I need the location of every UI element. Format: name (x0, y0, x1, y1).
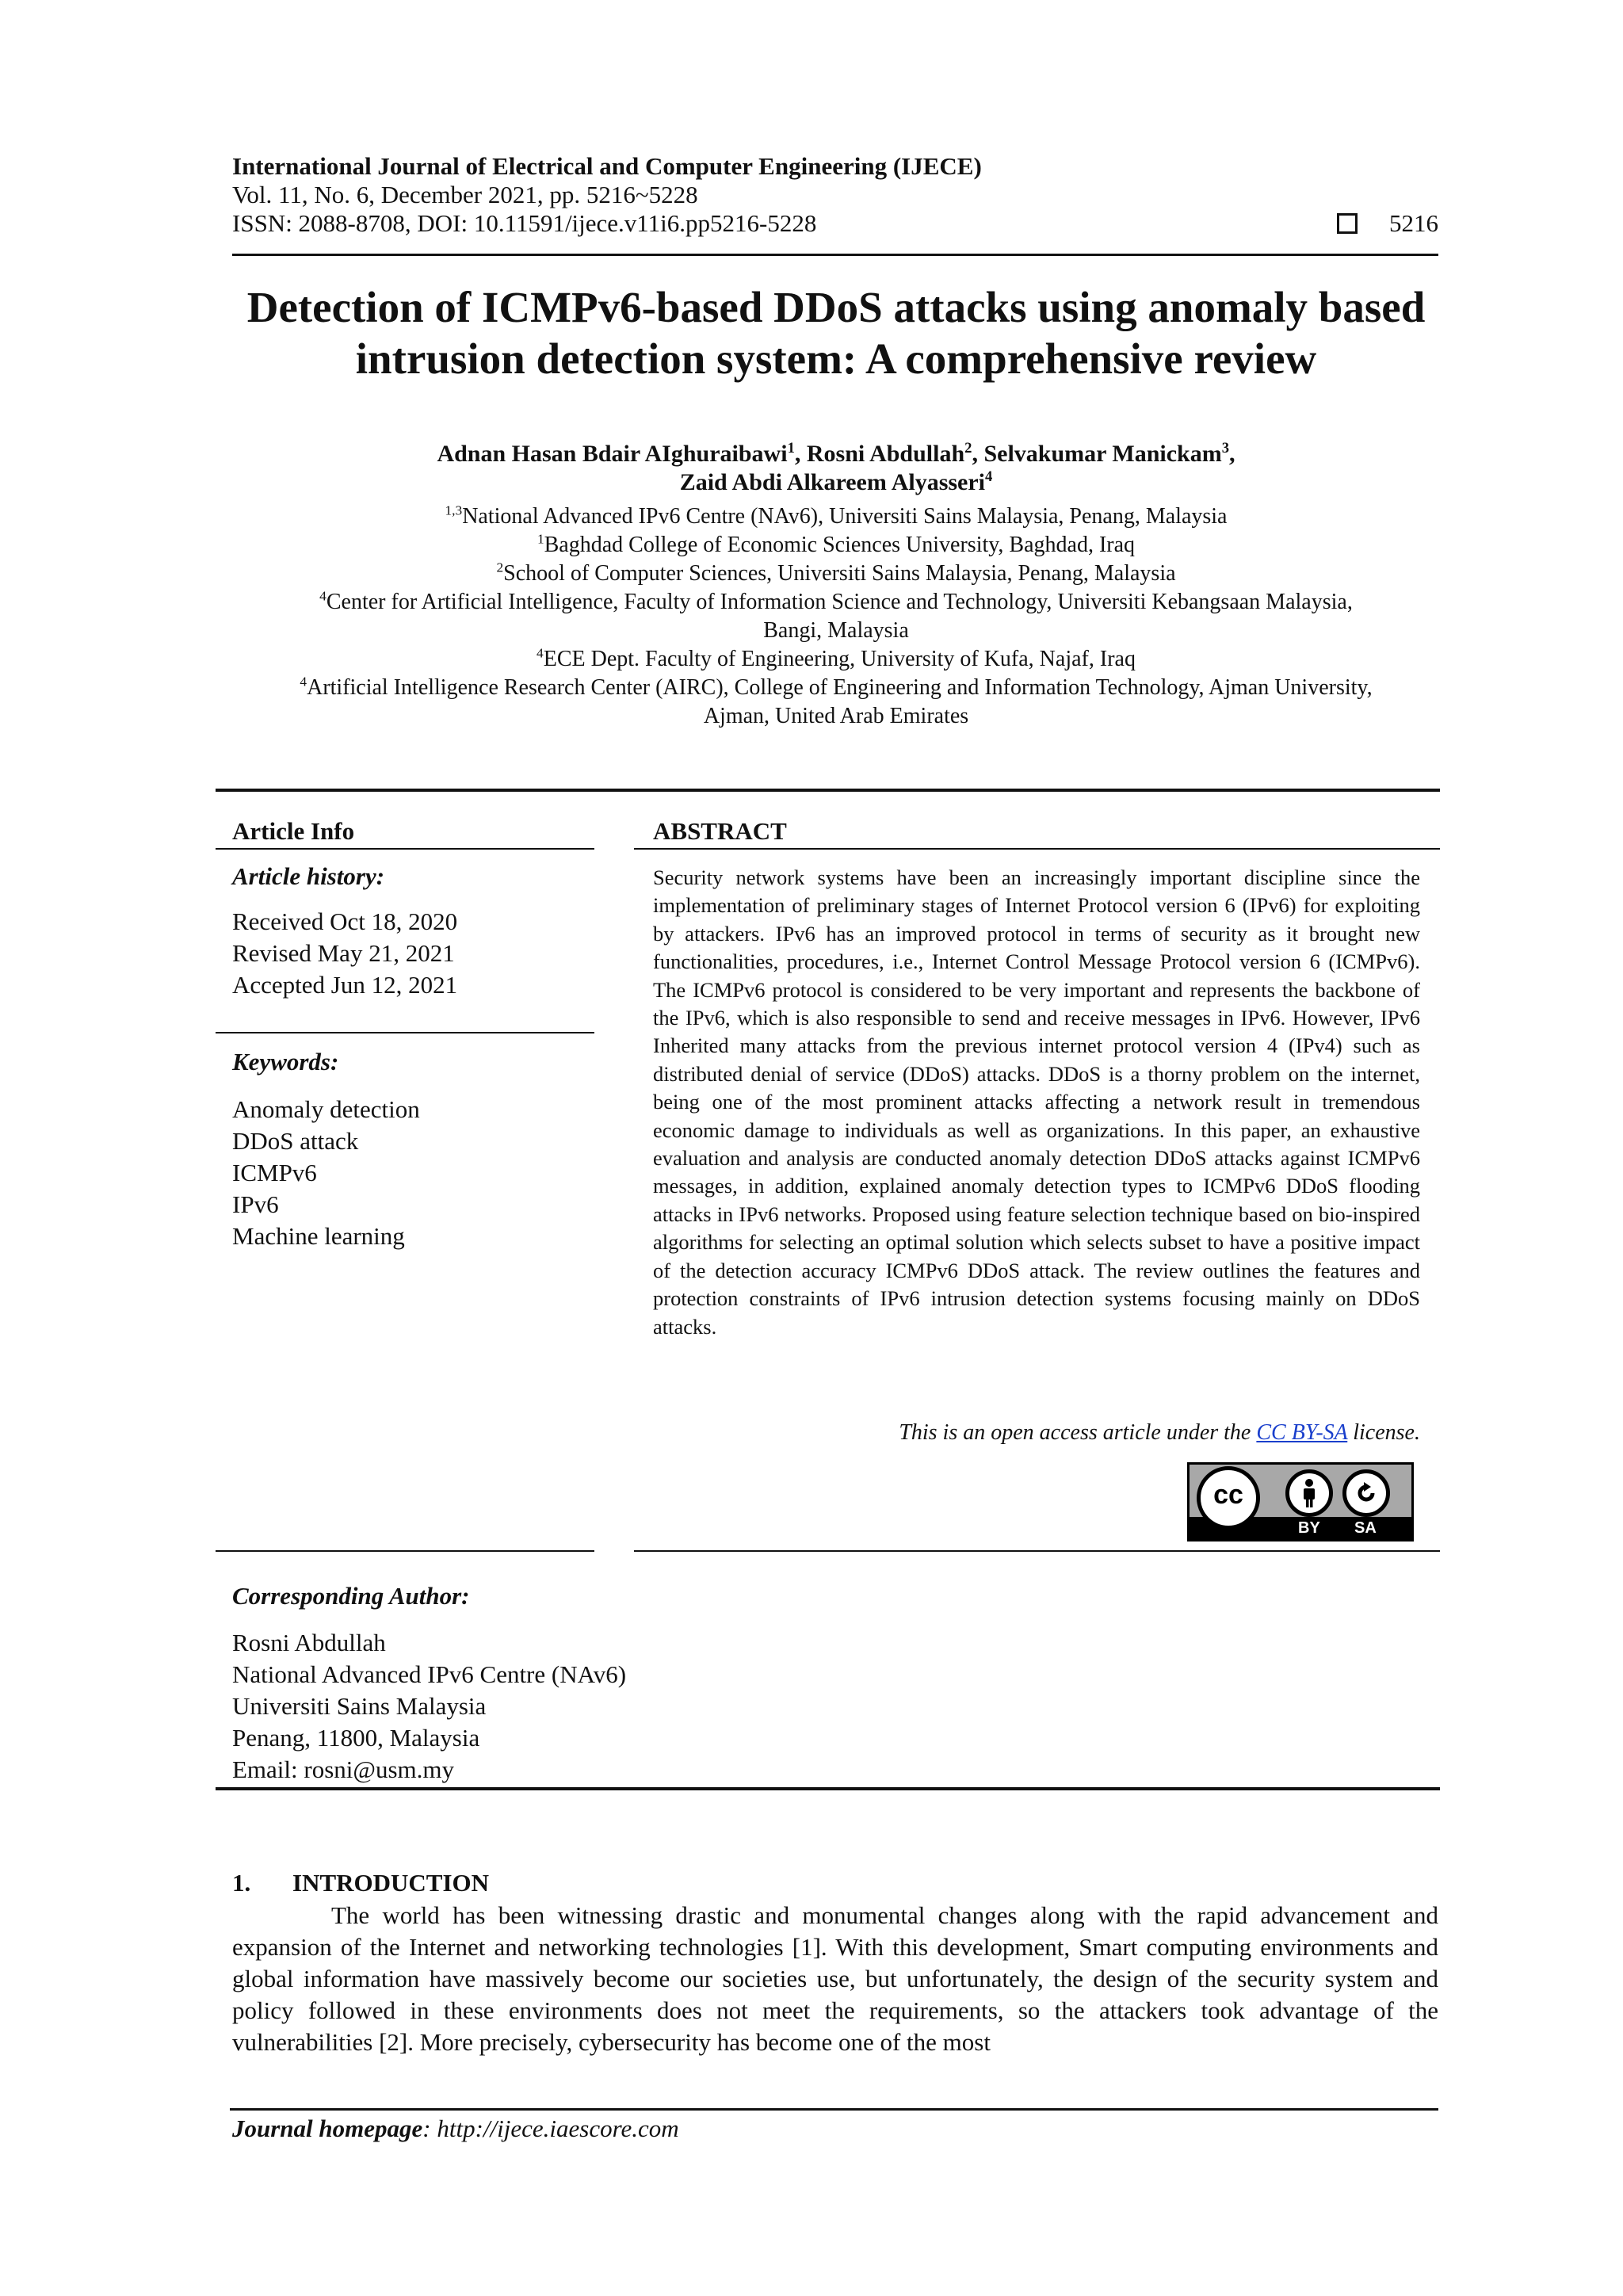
paper-title (158, 281, 1514, 384)
affiliation-sup: 4 (537, 645, 544, 661)
license-statement (899, 1419, 1420, 1447)
cc-icon (1197, 1466, 1260, 1530)
page-number: 5216 (1389, 209, 1438, 237)
section-title: INTRODUCTION (292, 1869, 490, 1897)
journal-header (232, 152, 1438, 238)
footer-rule (230, 2108, 1438, 2111)
article-history-heading: Article history: (232, 862, 385, 890)
accepted-date: Accepted Jun 12, 2021 (232, 971, 458, 999)
author-name: Zaid Abdi Alkareem Alyasseri (679, 469, 986, 495)
author-sup: 4 (985, 468, 993, 485)
affiliation (158, 560, 1514, 588)
homepage-url[interactable]: : http://ijece.iaescore.com (422, 2115, 679, 2142)
abstract-text: Security network systems have been an increasingly important discipline since the implementation of preliminary stages of Internet Protocol version 6 (IPv6) for exploiting by attackers. IPv6 has an improved protocol in terms of security as it brought new functionalities, procedures, i.e., Internet Control Message Protocol version 6 (ICMPv6). The ICMPv6 protocol is considered to be very important and represents the backbone of the IPv6, which is also responsible to send and receive messages in IPv6. However, IPv6 Inherited many attacks from the previous internet protocol version 4 (IPv4) such as distributed denial of service (DDoS) attacks. DDoS is a thorny problem on the internet, being one of the most prominent attacks affecting a network result in tremendous economic damage to individuals as well as organizations. In this paper, an exhaustive evaluation and analysis are conducted anomaly detection DDoS attacks against ICMPv6 messages, in addition, explained anomaly detection types to ICMPv6 DDoS flooding attacks in IPv6 networks. Proposed using feature selection technique based on bio-inspired algorithms for selecting an optimal solution which selects subset to have a positive impact of the detection accuracy ICMPv6 DDoS attack. The review outlines the features and protection constraints of IPv6 intrusion detection systems focusing mainly on DDoS attacks. (653, 865, 1420, 1339)
info-box-bottom-rule (216, 1787, 1440, 1790)
homepage-label: Journal homepage (232, 2115, 423, 2142)
keywords-heading: Keywords: (232, 1048, 339, 1075)
cc-by-sa-link[interactable]: CC BY-SA (1256, 1420, 1348, 1445)
author-name: Adnan Hasan Bdair AIghuraibawi (437, 441, 788, 467)
keyword: Machine learning (232, 1222, 405, 1250)
affiliation-sup: 2 (496, 560, 504, 575)
author-sup: 1 (787, 440, 795, 457)
author-sup: 3 (1221, 440, 1230, 457)
corresponding-author-email: Email: rosni@usm.my (232, 1755, 454, 1783)
page-number-group (1337, 209, 1438, 238)
introduction-text: The world has been witnessing drastic and monumental changes along with the rapid advancement and expansion of the Internet and networking technologies [1]. With this development, Smart computing environments and global information have massively become our societies use, but unfortunately, the design of the security system and policy followed in these environments does not meet the requirements, so the attackers took advantage of the vulnerabilities [2]. More precisely, cybersecurity has become one of the most (232, 1901, 1438, 2056)
by-label: BY (1298, 1519, 1320, 1537)
affiliation-continued: Bangi, Malaysia (763, 618, 909, 643)
abstract-bottom-rule (634, 1550, 1440, 1552)
keyword: ICMPv6 (232, 1159, 317, 1186)
info-box-top-rule (216, 789, 1440, 792)
affiliation (158, 645, 1514, 674)
affiliation (158, 588, 1514, 617)
section-number: 1. (232, 1869, 251, 1897)
license-suffix: license. (1347, 1420, 1420, 1445)
corresponding-author-details (232, 1627, 626, 1786)
by-person-icon (1285, 1469, 1333, 1517)
affiliation-continued: Ajman, United Arab Emirates (703, 704, 969, 728)
journal-name: International Journal of Electrical and Computer Engineering (IJECE) (232, 152, 982, 180)
affiliation-text: Center for Artificial Intelligence, Faculty of Information Science and Technology, Universiti Kebangsaan Malaysia, (326, 590, 1353, 614)
keyword: IPv6 (232, 1190, 279, 1218)
cc-icon-text: cc (1213, 1480, 1243, 1510)
author-sup: 2 (964, 440, 972, 457)
corresponding-author-line: Universiti Sains Malaysia (232, 1692, 487, 1720)
keywords-list (232, 1094, 420, 1252)
history-rule (216, 1032, 594, 1033)
issn-line: ISSN: 2088-8708, DOI: 10.11591/ijece.v11i6.pp5216-5228 (232, 209, 817, 237)
affiliation-list (158, 502, 1514, 731)
revised-date: Revised May 21, 2021 (232, 939, 455, 967)
author-line-1: Adnan Hasan Bdair AIghuraibawi$^1$, Rosni Abdullah$^2$, Selvakumar Manickam$^3$, (437, 440, 1235, 467)
author-name: Selvakumar Manickam (983, 441, 1222, 467)
affiliation (158, 531, 1514, 560)
sa-label: SA (1354, 1519, 1377, 1537)
article-info-head-rule (216, 848, 594, 850)
abstract-head-rule (634, 848, 1440, 850)
affiliation (158, 674, 1514, 702)
journal-homepage-footer (232, 2114, 679, 2144)
abstract-heading: ABSTRACT (653, 817, 787, 845)
affiliation-sup: 4 (319, 588, 327, 604)
issn-row (232, 209, 1438, 238)
article-info-heading: Article Info (232, 817, 355, 845)
title-line-1: Detection of ICMPv6-based DDoS attacks using anomaly based (246, 283, 1426, 331)
affiliation-text: Baghdad College of Economic Sciences University, Baghdad, Iraq (544, 533, 1136, 557)
article-history-list (232, 906, 457, 1001)
received-date: Received Oct 18, 2020 (232, 907, 458, 935)
corresponding-author-name: Rosni Abdullah (232, 1629, 386, 1656)
section-heading-introduction (232, 1868, 489, 1898)
author-name: Rosni Abdullah (806, 441, 965, 467)
author-line-2 (158, 468, 1514, 497)
author-list (158, 440, 1514, 497)
keywords-bottom-rule (216, 1550, 594, 1552)
header-rule (232, 254, 1438, 256)
affiliation-text: ECE Dept. Faculty of Engineering, University of Kufa, Najaf, Iraq (543, 647, 1136, 671)
affiliation-text: School of Computer Sciences, Universiti Sains Malaysia, Penang, Malaysia (503, 561, 1176, 586)
corresponding-author-heading: Corresponding Author: (232, 1582, 470, 1610)
corresponding-author-line: National Advanced IPv6 Centre (NAv6) (232, 1660, 627, 1688)
keyword: Anomaly detection (232, 1095, 420, 1123)
keyword: DDoS attack (232, 1127, 359, 1155)
cc-by-sa-badge[interactable] (1187, 1462, 1414, 1541)
affiliation-text: National Advanced IPv6 Centre (NAv6), Universiti Sains Malaysia, Penang, Malaysia (462, 504, 1228, 529)
affiliation-text: Artificial Intelligence Research Center (AIRC), College of Engineering and Information Technology, Ajman University, (307, 675, 1373, 700)
volume-line: Vol. 11, No. 6, December 2021, pp. 5216~5228 (232, 181, 698, 208)
license-prefix: This is an open access article under the (899, 1420, 1257, 1445)
title-line-2: intrusion detection system: A comprehensive review (355, 334, 1317, 383)
square-bullet-icon (1337, 213, 1358, 234)
affiliation (158, 502, 1514, 531)
affiliation-sup: 1 (537, 531, 544, 547)
corresponding-author-line: Penang, 11800, Malaysia (232, 1724, 480, 1752)
affiliation-sup: 4 (300, 674, 307, 690)
share-alike-icon (1342, 1469, 1390, 1517)
affiliation-sup: 1,3 (445, 502, 463, 518)
